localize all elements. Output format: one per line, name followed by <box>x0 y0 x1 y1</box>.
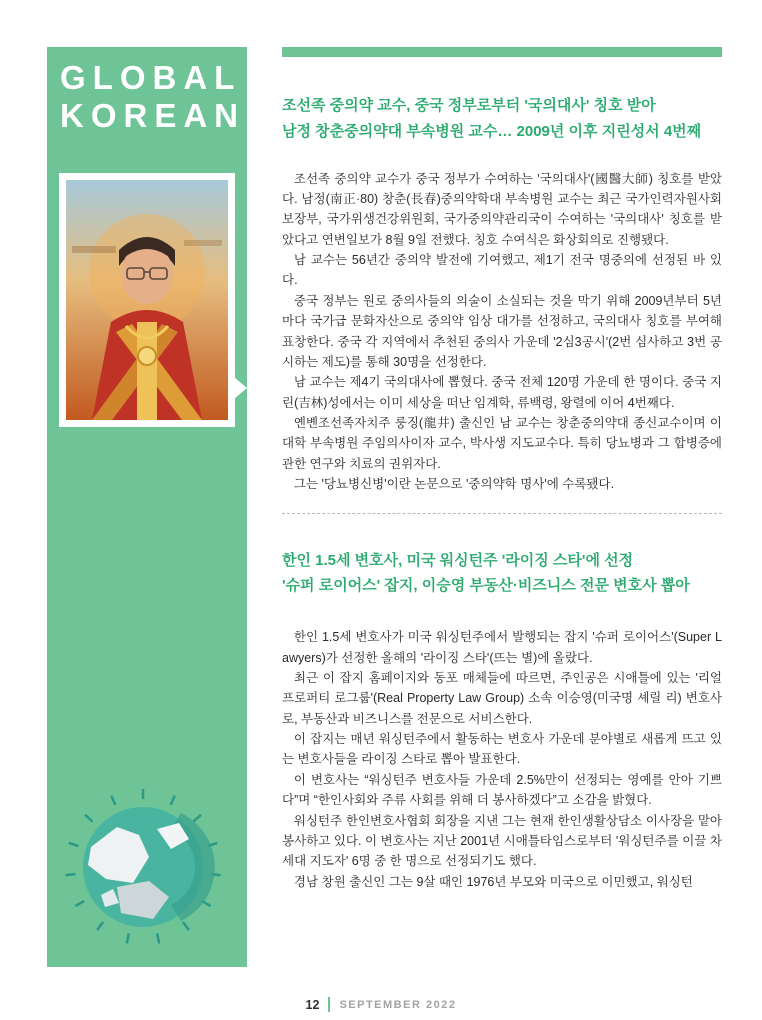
section-title <box>47 47 247 136</box>
page-footer <box>0 997 762 1012</box>
article-paragraph: 경남 창원 출신인 그는 9살 때인 1976년 부모와 미국으로 이민했고, 워싱턴 <box>293 874 693 889</box>
article-2-headline <box>282 548 722 600</box>
section-title-line2: KOREAN <box>60 97 246 135</box>
globe-illustration <box>61 785 225 949</box>
article-paragraph: 남 교수는 제4기 국의대사에 뽑혔다. 중국 전체 120명 가운데 한 명이다. 중국 지린(吉林)성에서는 이미 세상을 떠난 임계학, 류백령, 왕렬에 이어 4번째다. <box>282 375 722 410</box>
article-paragraph: 그는 '당뇨병신병'이란 논문으로 '중의약학 명사'에 수록됐다. <box>293 477 615 492</box>
speech-bubble-tail <box>234 377 247 399</box>
article-paragraph: 이 잡지는 매년 워싱턴주에서 활동하는 변호사 가운데 분야별로 새롭게 뜨고 있는 변호사들을 라이징 스타로 뽑아 발표한다. <box>282 732 722 767</box>
article-paragraph: 옌볜조선족자치주 룽징(龍井) 출신인 남 교수는 창춘중의약대 종신교수이며 이 대학 부속병원 주임의사이자 교수, 박사생 지도교수다. 특히 당뇨병과 그 합병증에 관한 연구와 치료의 권위자다. <box>282 416 722 471</box>
page-number: 12 <box>305 997 320 1012</box>
article-1-headline <box>282 93 722 145</box>
portrait-photo <box>59 173 235 427</box>
article-paragraph: 한인 1.5세 변호사가 미국 워싱턴주에서 발행되는 잡지 '슈퍼 로이어스'(Super Lawyers)가 선정한 올해의 '라이징 스타'(뜨는 별)에 올랐다. <box>282 630 722 665</box>
article-paragraph: 워싱턴주 한인변호사협회 회장을 지낸 그는 현재 한인생활상담소 이사장을 맡아 봉사하고 있다. 이 변호사는 지난 2001년 시애틀타임스로부터 '워싱턴주를 이끌 차세대 지도자' 6명 중 한 명으로 선정되기도 했다. <box>282 813 722 869</box>
top-accent-bar <box>282 47 722 57</box>
issue-date: SEPTEMBER 2022 <box>339 998 457 1011</box>
article-paragraph: 남 교수는 56년간 중의약 발전에 기여했고, 제1기 전국 명중의에 선정된 바 있다. <box>282 253 722 288</box>
footer-divider <box>328 997 330 1012</box>
article-paragraph: 조선족 중의약 교수가 중국 정부가 수여하는 '국의대사'(國醫大師) 칭호를 받았다. 남정(南正·80) 창춘(長春)중의약학대 부속병원 교수는 최근 국가인력자원사회보장부, 국가위생건강위원회, 국가중의약관리국이 수여하는 '국의대사' 칭호를 받았다고 연변일보가 8월 9일 전했다. 칭호 수여식은 화상회의로 진행됐다. <box>282 171 722 247</box>
article-paragraph: 최근 이 잡지 홈페이지와 동포 매체들에 따르면, 주인공은 시애틀에 있는 '리얼 프로퍼티 로그룹'(Real Property Law Group) 소속 이승영(미국명 셰릴 리) 변호사로, 부동산과 비즈니스를 전문으로 서비스한다. <box>282 670 722 726</box>
article-1-headline-line2: 남정 창춘중의약대 부속병원 교수… 2009년 이후 지린성서 4번째 <box>282 122 702 140</box>
article-2-headline-line2: '슈퍼 로이어스' 잡지, 이승영 부동산·비즈니스 전문 변호사 뽑아 <box>282 577 690 595</box>
article-1-headline-line1: 조선족 중의약 교수, 중국 정부로부터 '국의대사' 칭호 받아 <box>282 97 656 114</box>
article-paragraph: 중국 정부는 원로 중의사들의 의술이 소실되는 것을 막기 위해 2009년부터 5년마다 국가급 문화자산으로 중의약 임상 대가를 선정하고, 국의대사 칭호를 부여해 표창한다. 중국 각 지역에서 추천된 중의사 가운데 '2심3공시'(2번 심사하고 3번 공시하는 제도)를 통해 30명을 선정한다. <box>282 293 722 369</box>
article-paragraph: 이 변호사는 “워싱턴주 변호사들 가운데 2.5%만이 선정되는 영예를 안아 기쁘다”며 “한인사회와 주류 사회를 위해 더 봉사하겠다”고 소감을 밝혔다. <box>282 772 722 808</box>
sidebar <box>47 47 247 967</box>
section-divider <box>282 513 722 514</box>
article-1-body <box>282 169 722 495</box>
section-title-line1: GLOBAL <box>60 59 242 96</box>
article-2-headline-line1: 한인 1.5세 변호사, 미국 워싱턴주 '라이징 스타'에 선정 <box>282 551 634 569</box>
article-2-body <box>282 627 722 892</box>
main-content <box>282 47 722 892</box>
article-2 <box>282 548 722 892</box>
portrait-photo-image <box>66 180 228 420</box>
article-1 <box>282 93 722 495</box>
